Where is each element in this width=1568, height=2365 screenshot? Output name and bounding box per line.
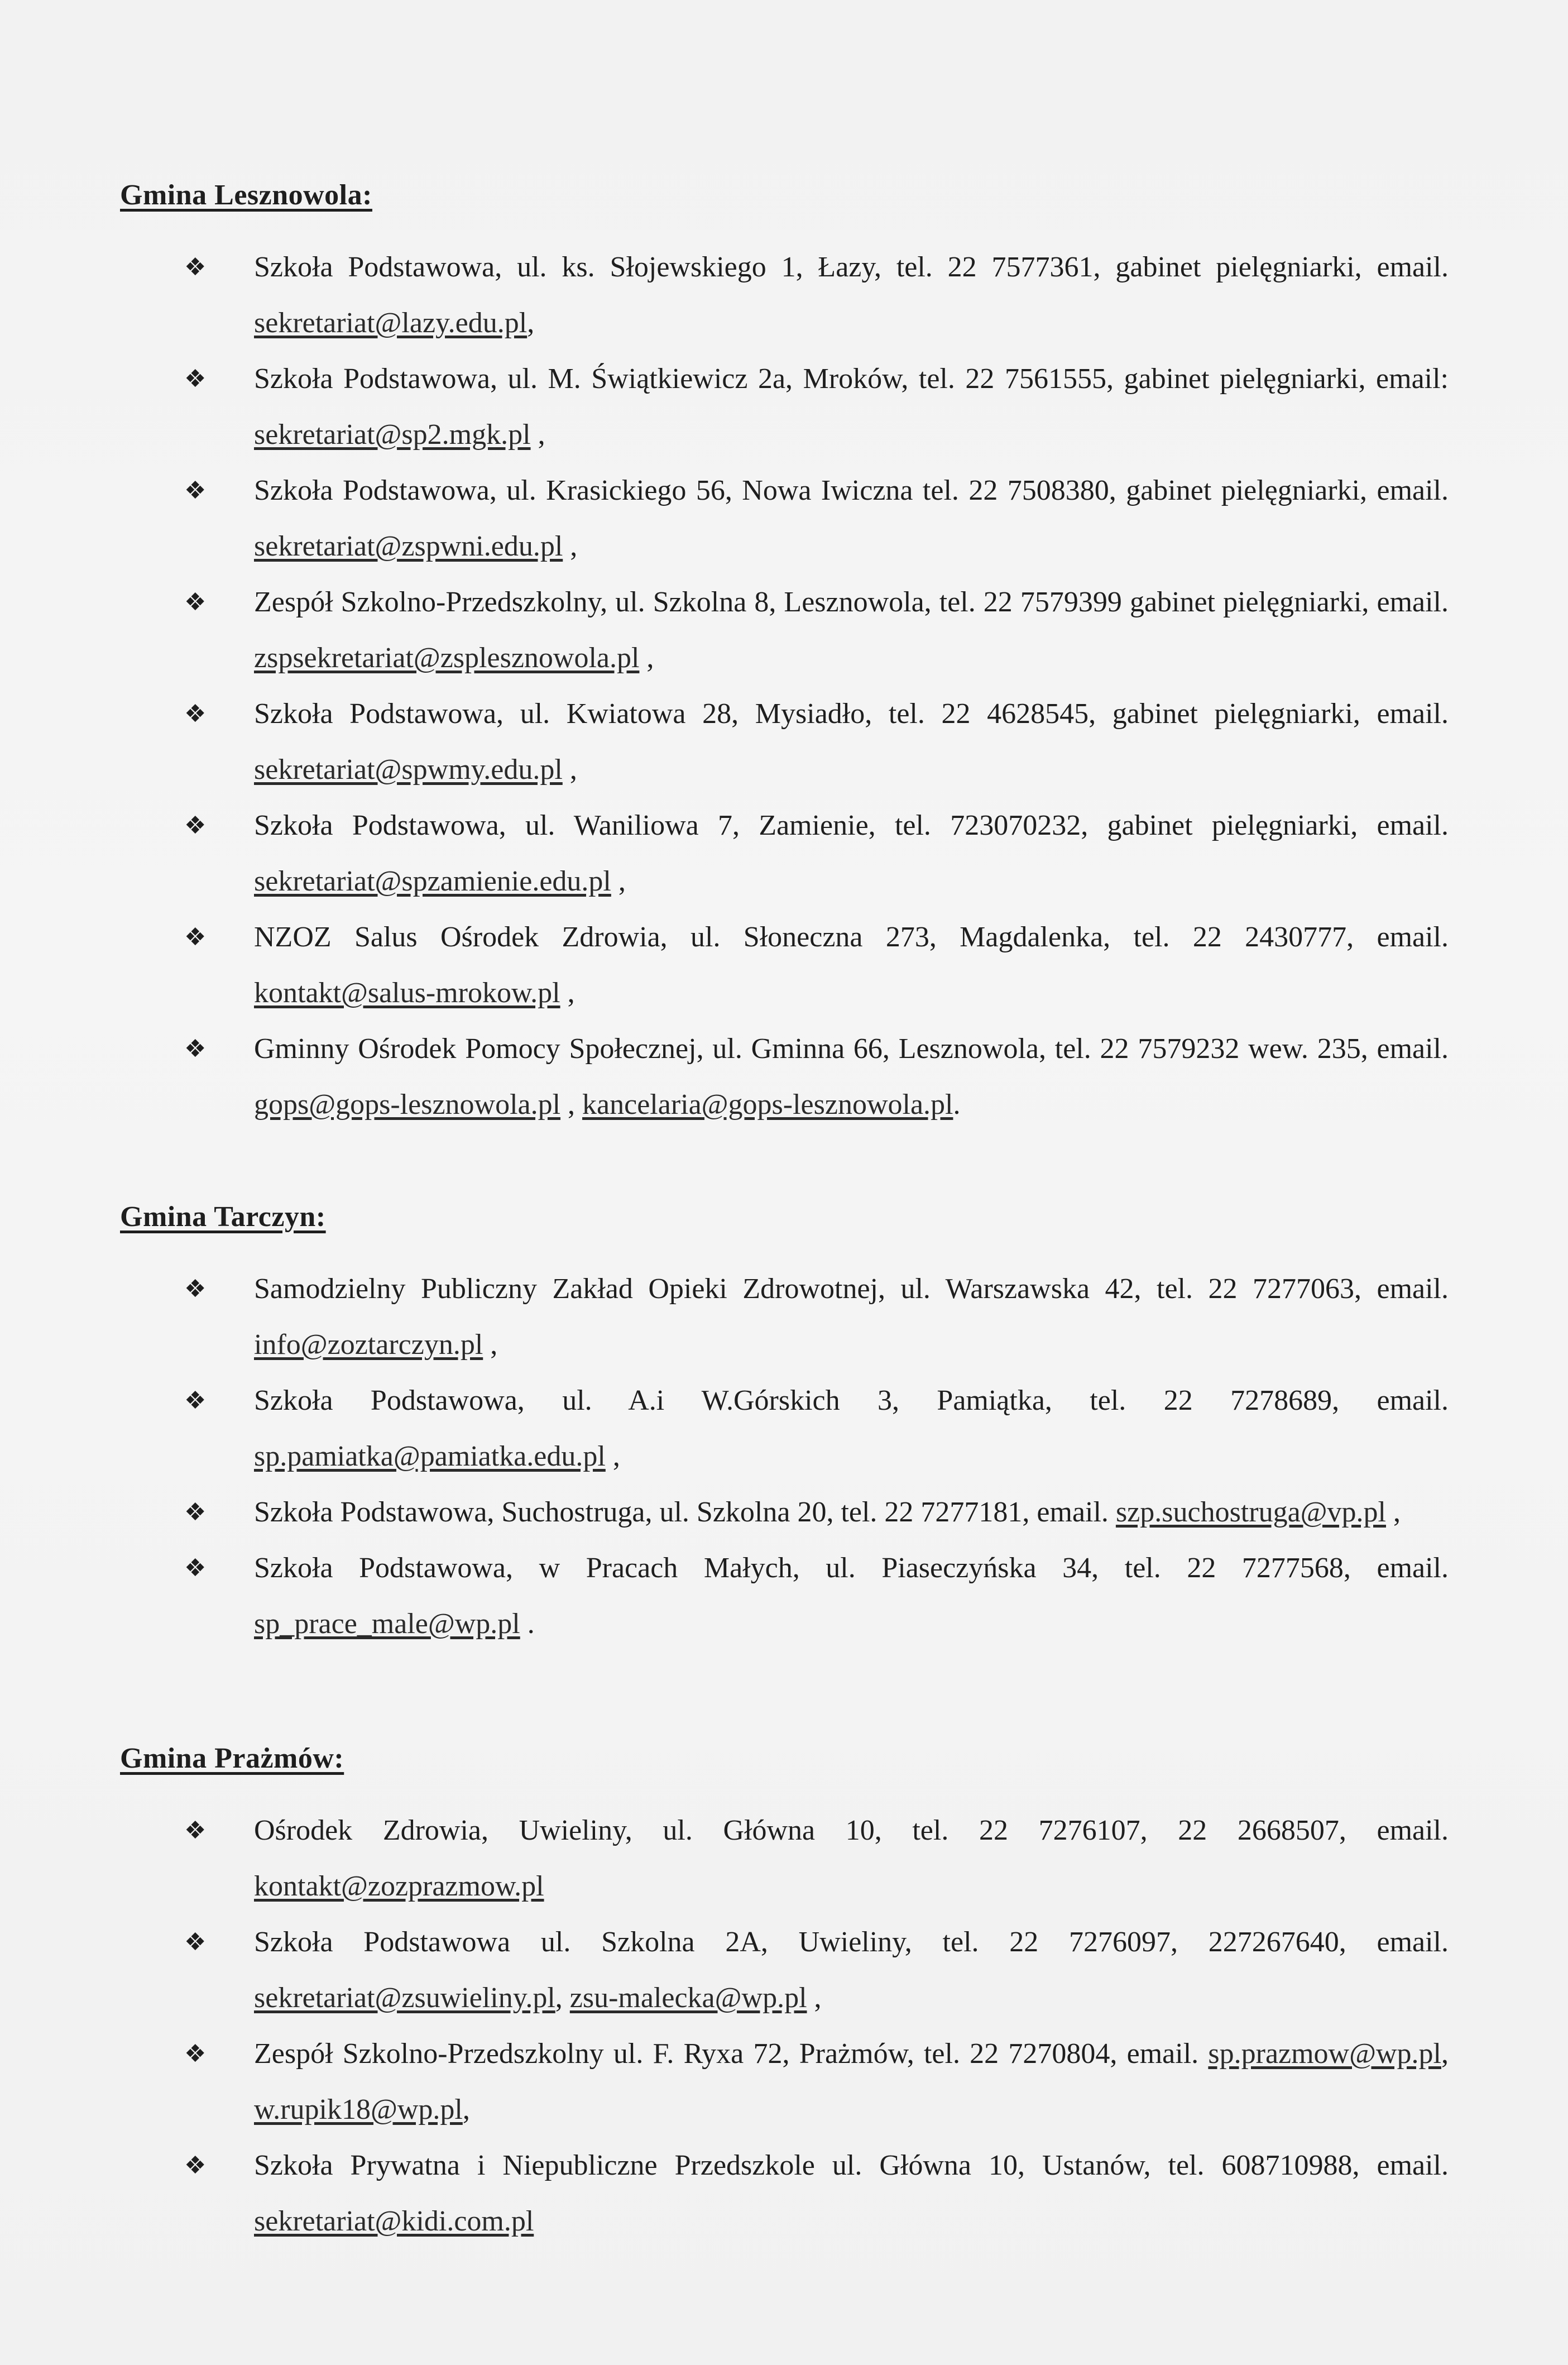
diamond-dots-bullet-icon: ❖: [184, 2151, 207, 2180]
section-heading: Gmina Tarczyn:: [120, 1201, 326, 1233]
separator: ,: [611, 865, 626, 897]
email-link[interactable]: sp.prazmow@wp.pl: [1208, 2038, 1441, 2070]
item-text: Zespół Szkolno-Przedszkolny, ul. Szkolna 8, Lesznowola, tel. 22 7579399 gabinet pielęgniarki, email.: [254, 586, 1449, 618]
list-item: [120, 1485, 1449, 1540]
separator: ,: [483, 1329, 498, 1361]
list-item: [120, 686, 1449, 798]
email-link[interactable]: szp.suchostruga@vp.pl: [1115, 1496, 1386, 1528]
email-link[interactable]: kancelaria@gops-lesznowola.pl: [582, 1089, 953, 1121]
email-link[interactable]: info@zoztarczyn.pl: [254, 1329, 483, 1361]
email-link[interactable]: sekretariat@sp2.mgk.pl: [254, 419, 531, 451]
diamond-dots-bullet-icon: ❖: [184, 811, 207, 840]
separator: ,: [560, 977, 575, 1009]
section-heading: Gmina Lesznowola:: [120, 179, 372, 211]
list-item: [120, 798, 1449, 909]
separator: .: [953, 1089, 961, 1121]
item-text: NZOZ Salus Ośrodek Zdrowia, ul. Słoneczna 273, Magdalenka, tel. 22 2430777, email.: [254, 921, 1449, 953]
separator: ,: [605, 1440, 620, 1472]
diamond-dots-bullet-icon: ❖: [184, 700, 207, 728]
item-text: Szkoła Podstawowa ul. Szkolna 2A, Uwieliny, tel. 22 7276097, 227267640, email.: [254, 1926, 1449, 1958]
item-text: Szkoła Podstawowa, ul. A.i W.Górskich 3, Pamiątka, tel. 22 7278689, email.: [254, 1385, 1449, 1416]
email-link[interactable]: sekretariat@spzamienie.edu.pl: [254, 865, 611, 897]
separator: ,: [562, 754, 577, 786]
list-item: [120, 1803, 1449, 1914]
item-text: Gminny Ośrodek Pomocy Społecznej, ul. Gminna 66, Lesznowola, tel. 22 7579232 wew. 235, email.: [254, 1033, 1449, 1065]
email-link[interactable]: sp_prace_male@wp.pl: [254, 1608, 520, 1640]
separator: ,: [462, 2094, 470, 2125]
item-text: Szkoła Podstawowa, ul. Krasickiego 56, Nowa Iwiczna tel. 22 7508380, gabinet pielęgniarki, email.: [254, 475, 1449, 506]
item-text: Szkoła Podstawowa, ul. Kwiatowa 28, Mysiadło, tel. 22 4628545, gabinet pielęgniarki, email.: [254, 698, 1449, 730]
section-prazmow: [120, 1742, 1449, 2249]
separator: ,: [807, 1982, 822, 2014]
email-link[interactable]: w.rupik18@wp.pl: [254, 2094, 463, 2125]
email-link[interactable]: sekretariat@zspwni.edu.pl: [254, 530, 563, 562]
list-item: [120, 1261, 1449, 1373]
separator: .: [520, 1608, 535, 1640]
email-link[interactable]: sp.pamiatka@pamiatka.edu.pl: [254, 1440, 606, 1472]
diamond-dots-bullet-icon: ❖: [184, 1554, 207, 1582]
diamond-dots-bullet-icon: ❖: [184, 365, 207, 393]
email-link[interactable]: zspsekretariat@zsplesznowola.pl: [254, 642, 640, 674]
item-text: Szkoła Podstawowa, ul. Waniliowa 7, Zamienie, tel. 723070232, gabinet pielęgniarki, email.: [254, 810, 1449, 841]
diamond-dots-bullet-icon: ❖: [184, 923, 207, 951]
separator: ,: [1441, 2038, 1449, 2070]
separator: ,: [1385, 1496, 1401, 1528]
diamond-dots-bullet-icon: ❖: [184, 1275, 207, 1303]
separator: ,: [530, 419, 545, 451]
email-link[interactable]: gops@gops-lesznowola.pl: [254, 1089, 561, 1121]
list-item: [120, 240, 1449, 351]
item-text: Samodzielny Publiczny Zakład Opieki Zdrowotnej, ul. Warszawska 42, tel. 22 7277063, email.: [254, 1273, 1449, 1305]
diamond-dots-bullet-icon: ❖: [184, 1816, 207, 1845]
separator: ,: [639, 642, 654, 674]
email-link[interactable]: sekretariat@zsuwieliny.pl: [254, 1982, 555, 2014]
list-item: [120, 1021, 1449, 1133]
diamond-dots-bullet-icon: ❖: [184, 476, 207, 505]
email-link[interactable]: sekretariat@kidi.com.pl: [254, 2205, 534, 2237]
diamond-dots-bullet-icon: ❖: [184, 588, 207, 616]
separator: ,: [527, 307, 535, 339]
diamond-dots-bullet-icon: ❖: [184, 1498, 207, 1526]
section-tarczyn: [120, 1200, 1449, 1652]
item-text: Ośrodek Zdrowia, Uwieliny, ul. Główna 10, tel. 22 7276107, 22 2668507, email.: [254, 1815, 1449, 1846]
item-text: Zespół Szkolno-Przedszkolny ul. F. Ryxa 72, Prażmów, tel. 22 7270804, email.: [254, 2038, 1209, 2070]
separator: ,: [560, 1089, 583, 1121]
list-item: [120, 351, 1449, 463]
diamond-dots-bullet-icon: ❖: [184, 2040, 207, 2068]
email-link[interactable]: kontakt@salus-mrokow.pl: [254, 977, 560, 1009]
diamond-dots-bullet-icon: ❖: [184, 253, 207, 281]
diamond-dots-bullet-icon: ❖: [184, 1928, 207, 1956]
list-item: [120, 1373, 1449, 1485]
section-lesznowola: [120, 179, 1449, 1133]
list-item: [120, 909, 1449, 1021]
list-item: [120, 2026, 1449, 2138]
list-item: [120, 463, 1449, 575]
diamond-dots-bullet-icon: ❖: [184, 1386, 207, 1415]
list-item: [120, 575, 1449, 686]
item-text: Szkoła Prywatna i Niepubliczne Przedszkole ul. Główna 10, Ustanów, tel. 608710988, email.: [254, 2149, 1449, 2181]
item-text: Szkoła Podstawowa, ul. ks. Słojewskiego 1, Łazy, tel. 22 7577361, gabinet pielęgniarki, email.: [254, 251, 1449, 283]
email-link[interactable]: sekretariat@spwmy.edu.pl: [254, 754, 563, 786]
separator: ,: [563, 530, 578, 562]
list-item: [120, 1540, 1449, 1652]
diamond-dots-bullet-icon: ❖: [184, 1035, 207, 1063]
item-text: Szkoła Podstawowa, w Pracach Małych, ul. Piaseczyńska 34, tel. 22 7277568, email.: [254, 1552, 1449, 1584]
section-heading: Gmina Prażmów:: [120, 1742, 344, 1774]
item-text: Szkoła Podstawowa, ul. M. Świątkiewicz 2a, Mroków, tel. 22 7561555, gabinet pielęgniarki, email:: [254, 363, 1449, 395]
item-text: Szkoła Podstawowa, Suchostruga, ul. Szkolna 20, tel. 22 7277181, email.: [254, 1496, 1116, 1528]
email-link[interactable]: zsu-malecka@wp.pl: [569, 1982, 807, 2014]
list-item: [120, 2138, 1449, 2249]
separator: ,: [555, 1982, 570, 2014]
list-item: [120, 1914, 1449, 2026]
email-link[interactable]: kontakt@zozprazmow.pl: [254, 1870, 544, 1902]
email-link[interactable]: sekretariat@lazy.edu.pl: [254, 307, 528, 339]
